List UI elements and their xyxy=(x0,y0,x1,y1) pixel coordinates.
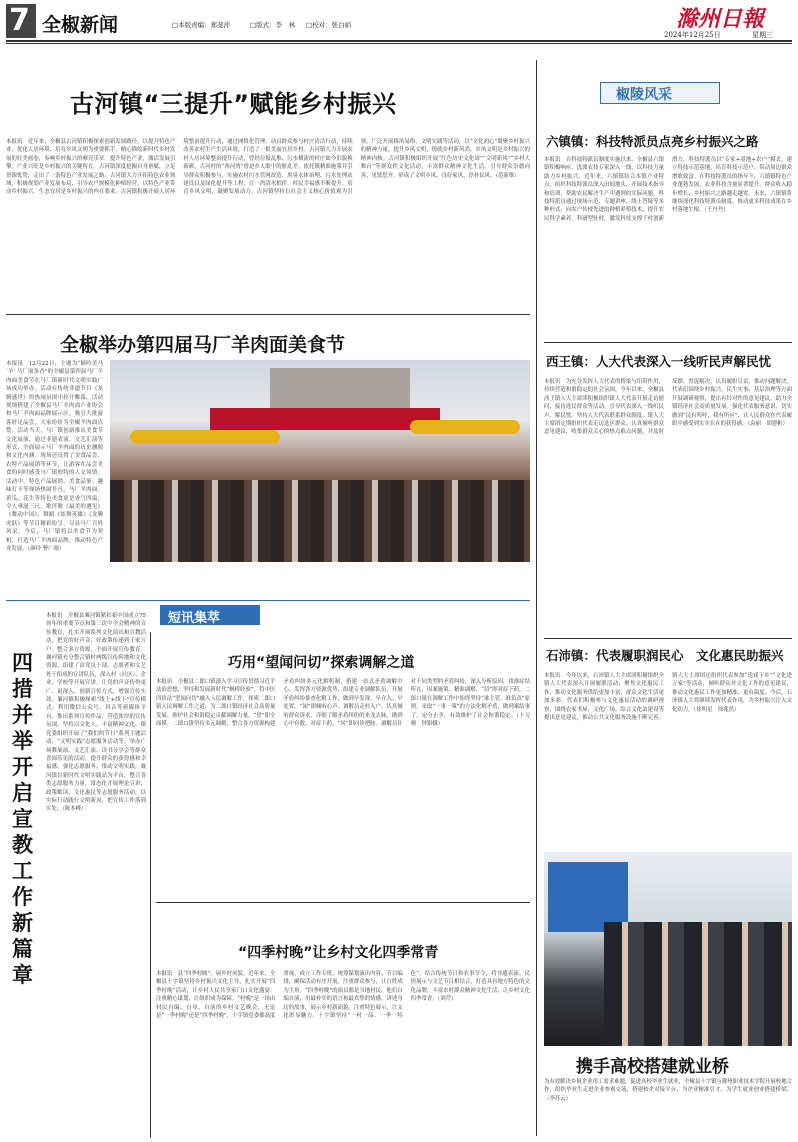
right-a3-body: 本报讯 今年以来，石沛镇人大主席团积极组织全镇人大代表深入开展履职活动，聚焦文化惠民工作，推动文化服务供给更加丰富、群众文化生活更加多彩。代表们积极参与文化惠民活动的调研视察，围绕农家书屋、文化广场、综合文化站建设等提出意见建议，推动公共文化服务设施不断完善。镇人大主席团还组织代表参加“送戏下乡”“文化进万家”等活动，倾听群众对文化工作的意见建议，推动文化惠民工作更加精准、更有温度。今后，石沛镇人大将继续发挥代表作用，为乡村振兴注入文化动力。（徐明星 徐兆然） xyxy=(544,673,792,722)
brief-col1-headline: 四措并举开启宣教工作新篇章 xyxy=(12,651,33,987)
right-a1-body: 本报讯 自科技特派员制度实施以来，全椒县六镇镇积极响应，选派农技专家深入一线，以科技力量助力乡村振兴。近年来，六镇镇结合本镇产业特点，组织科技特派员深入田间地头，开展技术指导和培训，帮助农民解决生产中遇到的实际问题。科技特派员通过现场示范、专题讲座、线上答疑等多种形式，向农户传授先进的种植养殖技术，提升农民科学素养。科研型驻村，激发科技支撑千村创新潜力。科技特派员以“专家+基地+农户”模式，建立科技示范基地，培育科技示范户，带动周边群众增收致富。在科技特派员的指导下，六镇镇特色产业蓬勃发展，农业科技含量显著提升，群众收入稳步增长，乡村振兴之路越走越宽。未来，六镇镇将继续深化科技特派员制度，推动更多科技成果在乡村落地生根。（王丹丹） xyxy=(544,157,792,222)
masthead-rule-thin xyxy=(6,43,792,44)
right-a3-headline: 石沛镇：代表履职润民心 文化惠民助振兴 xyxy=(546,648,784,663)
main-article-body: 本报讯 近年来，全椒县古河镇积极探索创新发展路径，以提升特色产业、优化人居环境、培育乡风文明为重要抓手，精心描绘新时代乡村发展的壮美画卷，奏响乡村振兴的嘹亮乐章。提升特色产业，激活发展引擎。产业兴旺是乡村振兴的关键所在。古河镇深度挖掘自身禀赋，立足资源优势，走出了一条特色产业发展之路。古河镇大力开拓特色农业领域，积极规划产业发展布局，引导农户规模化种植经营，以特色产业带动乡村振兴。生态宜居是乡村振兴的内在要求。古河镇积极开展人居环境整治提升行动，通过网格化管理，动员群众参与村庄清洁行动，持续改善农村生产生活环境，打造了一批美丽宜居乡村。古河镇大力开展农村人居环境整治提升行动，曾经垃圾乱堆、污水横流的村庄如今旧貌换新颜。古河村的“西河湾”曾是乡人眼中的脏乱差，依托镇精准施策并引导群众积极参与，实施农村污水管网改造、黑臭水体治理、污水处理站建设以及绿化提升等工程，让一湾清水相伴，村民幸福感不断提升。培育乡风文明，凝聚发展动力。古河镇坚持以社会主义核心价值观为引领，广泛开展移风易俗、文明实践等活动，以“文化润心”凝聚乡村振兴的精神力量。提升乡风文明，铸就乡村新风尚。乡风文明是乡村振兴的精神内核。古河镇积极组织开展“红色历史文化周”“文明新风”“乡村大舞台”等群众性文化活动，丰富群众精神文化生活，引导群众崇德向善、见贤思齐，形成了文明乡风、良好家风、淳朴民风。（范新维） xyxy=(6,139,530,196)
brief-col3-body: 本报讯 县“四季村晚”，展乡村风貌。近年来，全椒县十字镇坚持乡村振兴文化主导，扎实开展“四季村晚”活动，让乡村人民共享家门口文化盛宴。注重精心谋划，让组织成为保障。“村晚”是一场由村民自编、自导、自演的乡村文艺晚会，无论是“一季村晚”还是“四季村晚”，十字镇党委都高度重视，成立工作专班，统筹谋划演出内容、节目编排，确保活动有序开展。注重群众参与，让百姓成为主角。“四季村晚”的演员都是当地村民，他们自编自演，用最朴实的语言和最真挚的情感，讲述身边的故事，展示乡村新面貌。注重特色展示，让文化彰显魅力。十字镇坚持“一村一品、一季一特色”，结合传统节日和农事节令，将非遗表演、民俗展示与文艺节目相结合，打造具有地方特色的文化品牌，丰富农村群众精神文化生活，让乡村文化四季常青。（刘芹） xyxy=(156,971,530,1020)
issue-date: 2024年12月25日 xyxy=(664,31,721,39)
divider xyxy=(6,314,530,315)
brief-col2-body: 本报讯 全椒县二郎口镇深入学习宣传贯彻习近平法治思想，坚持和发展新时代“枫桥经验”，将中医四诊法“望闻问切”融入人民调解工作，探索二郎口镇人民调解工作之道，为二郎口镇经济社会高质量发展、维护社会和谐稳定贡献调解力量。“望”即全面摸。二郎口镇坚持多元调解，整合各方资源构建矛盾纠纷多元化解机制，搭建一站式矛盾调解中心，发挥各方资源优势，组建专业调解队伍，开展矛盾纠纷排查化解工作，做到早发现、早介入、早处置。“闻”即倾听心声。调解员走村入户，认真倾听群众诉求，详细了解矛盾纠纷的来龙去脉，做到心中有数、对症下药。“问”即问诊把脉。调解员针对不同类型的矛盾纠纷，深入分析原因，找准症结所在，因案施策、精准调解。“切”即对症下药。二郎口镇在调解工作中始终坚持“谁主管、谁负责”原则，采取“一事一策”的方法化解矛盾，做到案结事了、定分止争，有效维护了社会和谐稳定。（卜习珊 钟银娥） xyxy=(156,679,530,728)
section-title: 全椒新闻 xyxy=(42,14,119,36)
photo-people xyxy=(604,922,792,1046)
photo-dragon xyxy=(130,430,280,444)
right-a2-headline: 西王镇：人大代表深入一线听民声解民忧 xyxy=(546,354,772,369)
editor-label: □本版责编：郑斐萍 xyxy=(172,21,231,29)
brief-banner: 短讯集萃 xyxy=(168,611,221,626)
photo-stage-banner xyxy=(210,408,440,430)
brief-col1-body: 本报讯 全椒县襄河镇紧扣新中国成立75周年的重要节点和第三次中全会精神的宣传教育，扎实开展系列文化演出和宣教活动，把党的好声音、好政策传递到千家万户。整合多方资源，全面开展宣传教育。襄河镇充分整合镇村两级宣传阵地和文化资源，组建了由党员干部、志愿者和文艺骨干组成的宣讲队伍，深入村（社区）、企业、学校等开展宣讲，让党的声音传得更广、更深入。创新宣传方式，增强宣传实效。襄河镇积极探索“线上+线下”宣传模式，利用微信公众号、抖音等新媒体平台，推出系列宣传作品，营造浓厚的宣传氛围。坚持以文化人，丰富精神文化。镇党委组织开展了“我们的节日”系列主题活动、“文明实践”志愿服务活动等，举办广场舞展演、文艺汇演、读书分享会等群众喜闻乐见的活动，提升群众的获得感和幸福感。强化志愿服务，推动文明实践。襄河镇以新时代文明实践站为平台，整合各类志愿服务力量，常态化开展理论宣讲、政策解读、文化惠民等志愿服务活动，以实际行动践行文明新风，把宣传工作落到实处。（陈本峰） xyxy=(46,613,146,813)
right-divider xyxy=(544,638,792,639)
masthead-rule xyxy=(6,40,792,42)
right-a2-body: 本报讯 为充分发挥人大代表的桥梁与纽带作用，持续营造和谐稳定的社会氛围，今年以来，全椒县西王镇人大主席团积极组织镇人大代表开展走访慰问、接待选民群众等活动，引导代表深入一线听民声、解民忧。坚持人大代表联系群众制度，镇人大主席团定期组织代表走访选区群众，认真倾听群众意见建议，收集群众关心的热点难点问题，并及时反馈、督促解决。认真履职尽责，推动问题解决。代表们围绕乡村振兴、民生实事、基层治理等方面开展调研视察，提出有针对性的意见建议，助力全镇经济社会高质量发展。强化代表服务意识，切实做到“民有所呼、我有所应”，让人民群众在代表履职中感受到实实在在的获得感。（袁丽 胡建彬） xyxy=(544,379,792,436)
page-number: 7 xyxy=(9,3,30,38)
designer-label: □版式：李 林 xyxy=(250,21,296,29)
right-banner: 椒陵风采 xyxy=(616,87,672,103)
brief-col-divider xyxy=(150,632,151,1138)
right-a4-headline: 携手高校搭建就业桥 xyxy=(576,1057,729,1077)
paper-logo: 滁州日報 xyxy=(676,6,765,32)
right-a1-headline: 六镇镇：科技特派员点亮乡村振兴之路 xyxy=(546,134,759,149)
brief-col2-headline: 巧用“望闻问切”探索调解之道 xyxy=(228,655,415,671)
brief-rule xyxy=(6,600,530,601)
employment-photo xyxy=(544,852,792,1046)
festival-photo xyxy=(110,360,530,562)
right-a4-caption: 为有效解决乡镇企业用工需求难题，促进高校毕业生就业，全椒县十字镇与滁州职业技术学院开展校地合作，组织毕业生走进企业参观交流，搭建校企对接平台，为企业精准引才、为学生就业创业搭建桥梁。（李苏云） xyxy=(544,1079,792,1102)
right-column-divider xyxy=(536,60,537,1136)
brief-col3-headline: “四季村晚”让乡村文化四季常青 xyxy=(238,945,439,961)
festival-article-body: 本报讯 12月22日，主题为“顺吟美马 ‘羊’ 马厂面条香”的全椒县第四届马厂羊肉面美食节在马厂镇新时代文明实践广场成功举办。活动在传统非遗节目《龙腾盛世》的热闹氛围中拉开帷幕。活动现场搭建了全椒县马厂羊肉面产业协会和马厂羊肉面品牌展示区，吸引大批游客驻足品尝，大家纷纷为全椒羊肉面点赞。活动当天，马厂镇创新推出美食节文化展演，通过非遗表演、文艺汇演等形式，全面展示马厂羊肉面的历史渊源和文化内涵。现场还设置了美食品尝、农特产品展销等环节，让游客在品尝美食的同时感受马厂镇独特的人文风情。活动中，特色产品展销、美食品鉴、趣味打卡等现场热闹非凡，马厂羊肉面、黄瓜、花生等特色美食更是香气四溢，令人垂涎三尺。歌伴舞《最美的遇见》《舞动中国》、舞蹈《炫舞英雄》《龙腾虎跃》等节目精彩纷呈，尽显马厂百姓风采。今后，马厂镇将以美食节为契机，打造马厂羊肉面品牌，推动特色产业发展。（颜玲 曹广晴） xyxy=(6,361,103,552)
right-divider xyxy=(544,342,792,343)
photo-dragon xyxy=(410,420,520,434)
brief-divider xyxy=(156,902,530,903)
photo-crowd xyxy=(110,480,530,562)
issue-weekday: 星期三 xyxy=(752,31,773,39)
main-headline: 古河镇“三提升”赋能乡村振兴 xyxy=(70,90,397,118)
proof-label: □校对：张白娟 xyxy=(306,21,352,29)
festival-headline: 全椒举办第四届马厂羊肉面美食节 xyxy=(60,334,346,356)
